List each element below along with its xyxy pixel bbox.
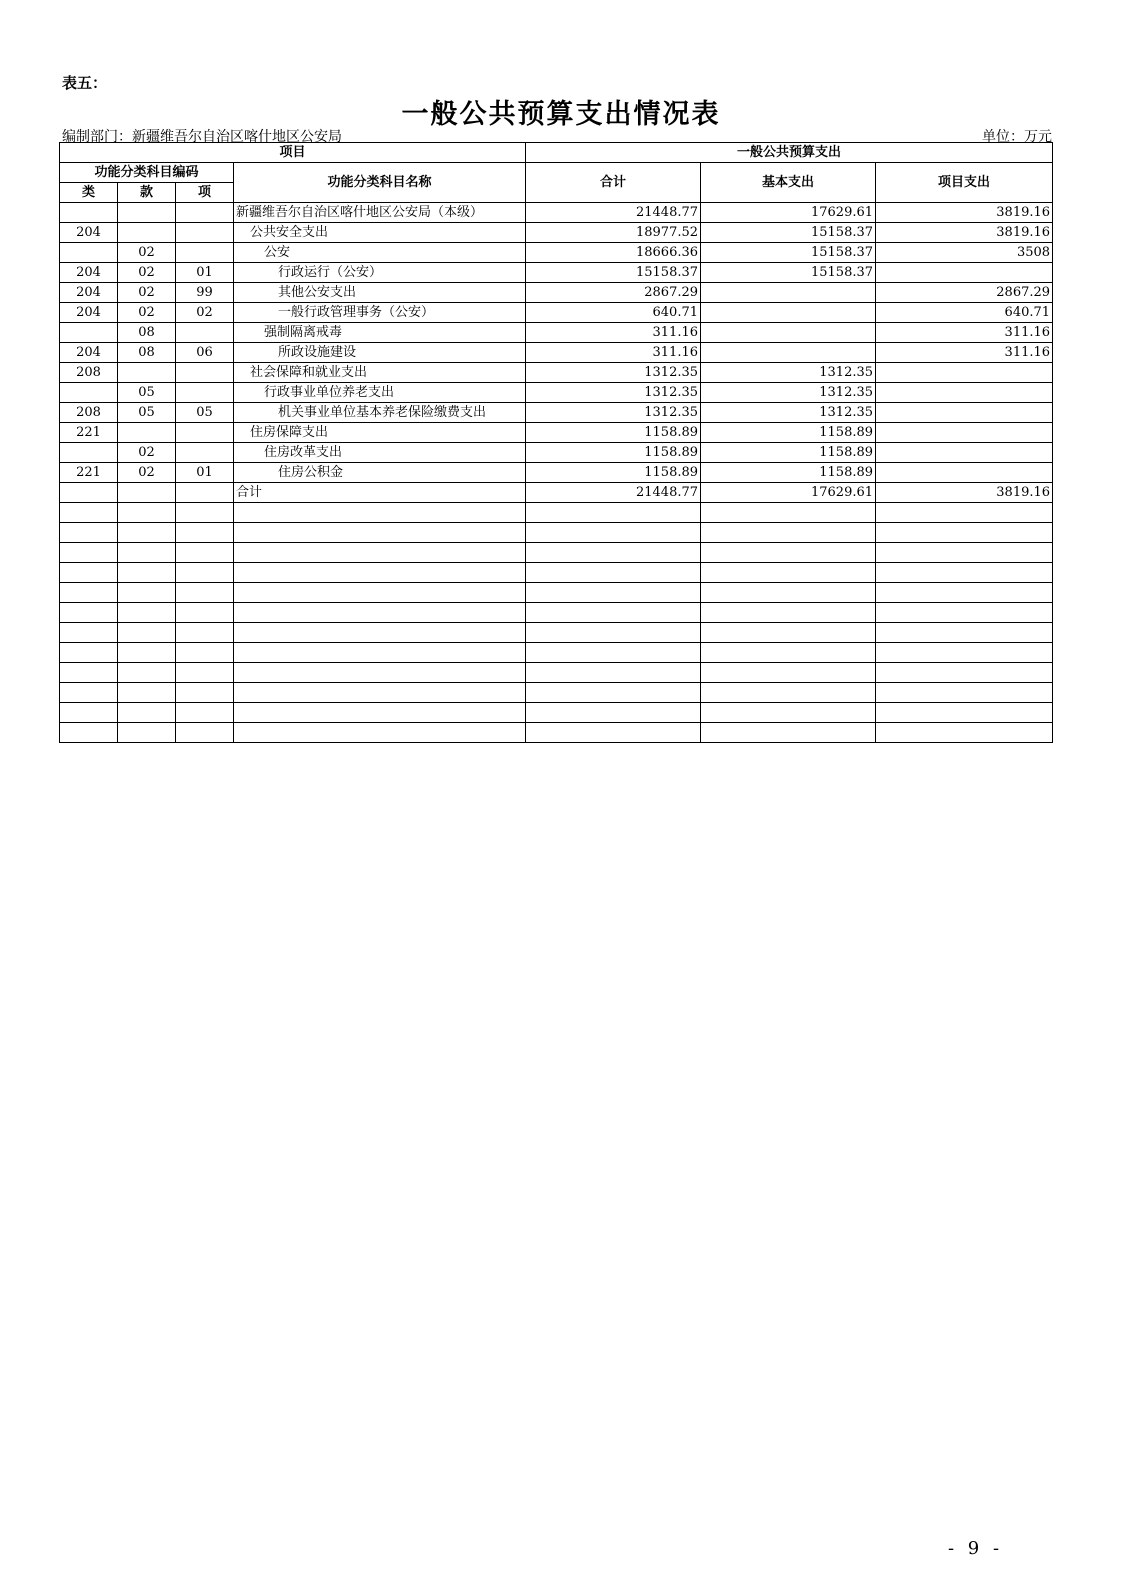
cell-func-name: 所政设施建设 (234, 343, 526, 363)
header-kuan: 款 (118, 183, 176, 203)
cell-total: 18666.36 (526, 243, 701, 263)
cell-func-name: 机关事业单位基本养老保险缴费支出 (234, 403, 526, 423)
cell-total: 1158.89 (526, 443, 701, 463)
header-project: 项目 (60, 143, 526, 163)
empty-cell (876, 723, 1053, 743)
empty-cell (176, 583, 234, 603)
empty-cell (526, 523, 701, 543)
cell-basic (701, 323, 876, 343)
cell-xiang (176, 423, 234, 443)
empty-cell (526, 683, 701, 703)
cell-total: 2867.29 (526, 283, 701, 303)
empty-cell (234, 703, 526, 723)
empty-cell (876, 623, 1053, 643)
cell-basic: 1312.35 (701, 383, 876, 403)
table-row (60, 383, 1053, 403)
department-label: 编制部门：新疆维吾尔自治区喀什地区公安局 (62, 129, 342, 145)
empty-cell (701, 623, 876, 643)
empty-cell (876, 523, 1053, 543)
empty-cell (60, 503, 118, 523)
cell-lei: 204 (60, 263, 118, 283)
header-project-exp: 项目支出 (876, 163, 1053, 203)
cell-project (876, 383, 1053, 403)
cell-project: 3819.16 (876, 203, 1053, 223)
empty-cell (701, 703, 876, 723)
cell-basic (701, 343, 876, 363)
cell-kuan: 02 (118, 303, 176, 323)
cell-lei: 204 (60, 223, 118, 243)
cell-kuan (118, 483, 176, 503)
cell-total: 21448.77 (526, 483, 701, 503)
empty-cell (234, 563, 526, 583)
empty-cell (876, 503, 1053, 523)
cell-basic: 15158.37 (701, 243, 876, 263)
empty-cell (526, 503, 701, 523)
table-row (60, 223, 1053, 243)
cell-basic (701, 303, 876, 323)
empty-row (60, 583, 1053, 603)
cell-func-name: 一般行政管理事务（公安） (234, 303, 526, 323)
page-number: - 9 - (948, 1538, 1004, 1559)
cell-xiang (176, 223, 234, 243)
empty-cell (701, 723, 876, 743)
empty-cell (176, 503, 234, 523)
cell-lei: 204 (60, 283, 118, 303)
empty-cell (176, 643, 234, 663)
cell-lei: 204 (60, 303, 118, 323)
empty-cell (876, 563, 1053, 583)
cell-project (876, 463, 1053, 483)
empty-cell (234, 623, 526, 643)
cell-basic: 1158.89 (701, 463, 876, 483)
empty-cell (876, 603, 1053, 623)
empty-cell (176, 563, 234, 583)
cell-kuan: 02 (118, 283, 176, 303)
cell-func-name: 强制隔离戒毒 (234, 323, 526, 343)
cell-func-name: 其他公安支出 (234, 283, 526, 303)
empty-cell (234, 723, 526, 743)
header-lei: 类 (60, 183, 118, 203)
empty-cell (118, 603, 176, 623)
empty-row (60, 623, 1053, 643)
cell-project (876, 363, 1053, 383)
table-row (60, 443, 1053, 463)
empty-cell (176, 683, 234, 703)
cell-kuan: 05 (118, 403, 176, 423)
cell-project: 2867.29 (876, 283, 1053, 303)
table-row (60, 283, 1053, 303)
table-row (60, 263, 1053, 283)
empty-cell (526, 623, 701, 643)
cell-project (876, 263, 1053, 283)
empty-cell (876, 663, 1053, 683)
empty-cell (234, 523, 526, 543)
empty-cell (234, 643, 526, 663)
empty-cell (60, 603, 118, 623)
cell-lei: 204 (60, 343, 118, 363)
empty-cell (60, 683, 118, 703)
cell-total: 1312.35 (526, 363, 701, 383)
empty-cell (118, 683, 176, 703)
header-func-name: 功能分类科目名称 (234, 163, 526, 203)
empty-cell (234, 503, 526, 523)
cell-project: 640.71 (876, 303, 1053, 323)
header-general-budget: 一般公共预算支出 (526, 143, 1053, 163)
cell-kuan (118, 203, 176, 223)
cell-lei: 221 (60, 423, 118, 443)
cell-total: 15158.37 (526, 263, 701, 283)
empty-cell (876, 703, 1053, 723)
empty-cell (701, 603, 876, 623)
empty-cell (118, 503, 176, 523)
empty-cell (526, 563, 701, 583)
table-row (60, 323, 1053, 343)
cell-basic: 17629.61 (701, 483, 876, 503)
empty-row (60, 703, 1053, 723)
table-row (60, 483, 1053, 503)
empty-cell (60, 623, 118, 643)
cell-xiang: 05 (176, 403, 234, 423)
table-row (60, 423, 1053, 443)
empty-cell (118, 703, 176, 723)
cell-func-name: 合计 (234, 483, 526, 503)
cell-total: 1158.89 (526, 463, 701, 483)
cell-project: 311.16 (876, 323, 1053, 343)
cell-xiang: 02 (176, 303, 234, 323)
cell-total: 640.71 (526, 303, 701, 323)
cell-project: 311.16 (876, 343, 1053, 363)
table-row (60, 403, 1053, 423)
empty-cell (60, 643, 118, 663)
cell-total: 1312.35 (526, 383, 701, 403)
header-xiang: 项 (176, 183, 234, 203)
budget-table (59, 142, 1053, 743)
cell-func-name: 住房公积金 (234, 463, 526, 483)
empty-cell (876, 643, 1053, 663)
cell-basic: 1158.89 (701, 443, 876, 463)
empty-cell (234, 603, 526, 623)
empty-row (60, 563, 1053, 583)
empty-cell (701, 683, 876, 703)
header-func-code: 功能分类科目编码 (60, 163, 234, 183)
empty-cell (60, 543, 118, 563)
cell-func-name: 住房改革支出 (234, 443, 526, 463)
empty-cell (118, 643, 176, 663)
cell-total: 1312.35 (526, 403, 701, 423)
empty-cell (876, 583, 1053, 603)
cell-xiang (176, 443, 234, 463)
empty-cell (701, 523, 876, 543)
empty-row (60, 683, 1053, 703)
cell-func-name: 公安 (234, 243, 526, 263)
cell-xiang: 01 (176, 463, 234, 483)
cell-lei (60, 443, 118, 463)
empty-cell (118, 543, 176, 563)
empty-cell (176, 523, 234, 543)
empty-cell (701, 643, 876, 663)
table-row (60, 343, 1053, 363)
cell-func-name: 公共安全支出 (234, 223, 526, 243)
cell-lei (60, 243, 118, 263)
cell-total: 311.16 (526, 323, 701, 343)
cell-basic: 1312.35 (701, 363, 876, 383)
empty-cell (118, 563, 176, 583)
empty-cell (526, 663, 701, 683)
cell-lei (60, 483, 118, 503)
empty-cell (701, 663, 876, 683)
table-row (60, 203, 1053, 223)
cell-func-name: 行政运行（公安） (234, 263, 526, 283)
empty-cell (701, 583, 876, 603)
table-body (60, 203, 1053, 743)
cell-basic: 1158.89 (701, 423, 876, 443)
empty-cell (701, 543, 876, 563)
cell-kuan: 02 (118, 463, 176, 483)
cell-total: 18977.52 (526, 223, 701, 243)
cell-lei (60, 203, 118, 223)
cell-lei: 208 (60, 363, 118, 383)
empty-cell (118, 723, 176, 743)
cell-basic: 17629.61 (701, 203, 876, 223)
empty-cell (118, 523, 176, 543)
empty-cell (876, 543, 1053, 563)
empty-cell (526, 603, 701, 623)
cell-lei (60, 323, 118, 343)
cell-lei: 221 (60, 463, 118, 483)
empty-cell (60, 563, 118, 583)
empty-cell (176, 723, 234, 743)
empty-cell (176, 623, 234, 643)
cell-xiang (176, 363, 234, 383)
cell-kuan (118, 363, 176, 383)
table-number-label: 表五： (62, 74, 108, 92)
unit-label: 单位：万元 (982, 129, 1052, 145)
empty-cell (60, 703, 118, 723)
cell-kuan: 02 (118, 443, 176, 463)
empty-cell (701, 563, 876, 583)
cell-project (876, 423, 1053, 443)
cell-basic: 15158.37 (701, 223, 876, 243)
cell-project: 3508 (876, 243, 1053, 263)
cell-total: 311.16 (526, 343, 701, 363)
empty-cell (234, 663, 526, 683)
empty-cell (176, 603, 234, 623)
table-row (60, 363, 1053, 383)
empty-row (60, 543, 1053, 563)
cell-kuan: 08 (118, 323, 176, 343)
empty-cell (60, 663, 118, 683)
cell-kuan: 02 (118, 243, 176, 263)
cell-xiang: 06 (176, 343, 234, 363)
cell-xiang (176, 243, 234, 263)
empty-cell (234, 543, 526, 563)
empty-cell (701, 503, 876, 523)
empty-cell (118, 623, 176, 643)
cell-project (876, 443, 1053, 463)
empty-cell (176, 663, 234, 683)
cell-kuan: 08 (118, 343, 176, 363)
empty-cell (526, 543, 701, 563)
cell-basic: 1312.35 (701, 403, 876, 423)
empty-cell (60, 523, 118, 543)
table-row (60, 303, 1053, 323)
empty-row (60, 603, 1053, 623)
cell-xiang: 99 (176, 283, 234, 303)
cell-func-name: 社会保障和就业支出 (234, 363, 526, 383)
cell-kuan: 05 (118, 383, 176, 403)
empty-cell (876, 683, 1053, 703)
cell-xiang: 01 (176, 263, 234, 283)
cell-kuan: 02 (118, 263, 176, 283)
cell-basic: 15158.37 (701, 263, 876, 283)
empty-row (60, 523, 1053, 543)
cell-func-name: 行政事业单位养老支出 (234, 383, 526, 403)
empty-cell (234, 583, 526, 603)
cell-kuan (118, 423, 176, 443)
empty-cell (234, 683, 526, 703)
cell-lei (60, 383, 118, 403)
cell-func-name: 住房保障支出 (234, 423, 526, 443)
empty-cell (60, 583, 118, 603)
cell-xiang (176, 483, 234, 503)
empty-cell (526, 643, 701, 663)
empty-row (60, 643, 1053, 663)
empty-cell (526, 703, 701, 723)
empty-cell (526, 723, 701, 743)
empty-cell (60, 723, 118, 743)
page-title: 一般公共预算支出情况表 (401, 99, 721, 130)
cell-lei: 208 (60, 403, 118, 423)
empty-row (60, 503, 1053, 523)
cell-xiang (176, 383, 234, 403)
table-row (60, 243, 1053, 263)
empty-cell (118, 583, 176, 603)
cell-project: 3819.16 (876, 223, 1053, 243)
cell-project (876, 403, 1053, 423)
cell-kuan (118, 223, 176, 243)
empty-row (60, 723, 1053, 743)
table-row (60, 463, 1053, 483)
empty-cell (176, 543, 234, 563)
empty-cell (526, 583, 701, 603)
empty-cell (118, 663, 176, 683)
header-total: 合计 (526, 163, 701, 203)
cell-xiang (176, 203, 234, 223)
empty-cell (176, 703, 234, 723)
cell-total: 21448.77 (526, 203, 701, 223)
cell-func-name: 新疆维吾尔自治区喀什地区公安局（本级） (234, 203, 526, 223)
cell-xiang (176, 323, 234, 343)
cell-basic (701, 283, 876, 303)
cell-total: 1158.89 (526, 423, 701, 443)
empty-row (60, 663, 1053, 683)
header-basic: 基本支出 (701, 163, 876, 203)
cell-project: 3819.16 (876, 483, 1053, 503)
